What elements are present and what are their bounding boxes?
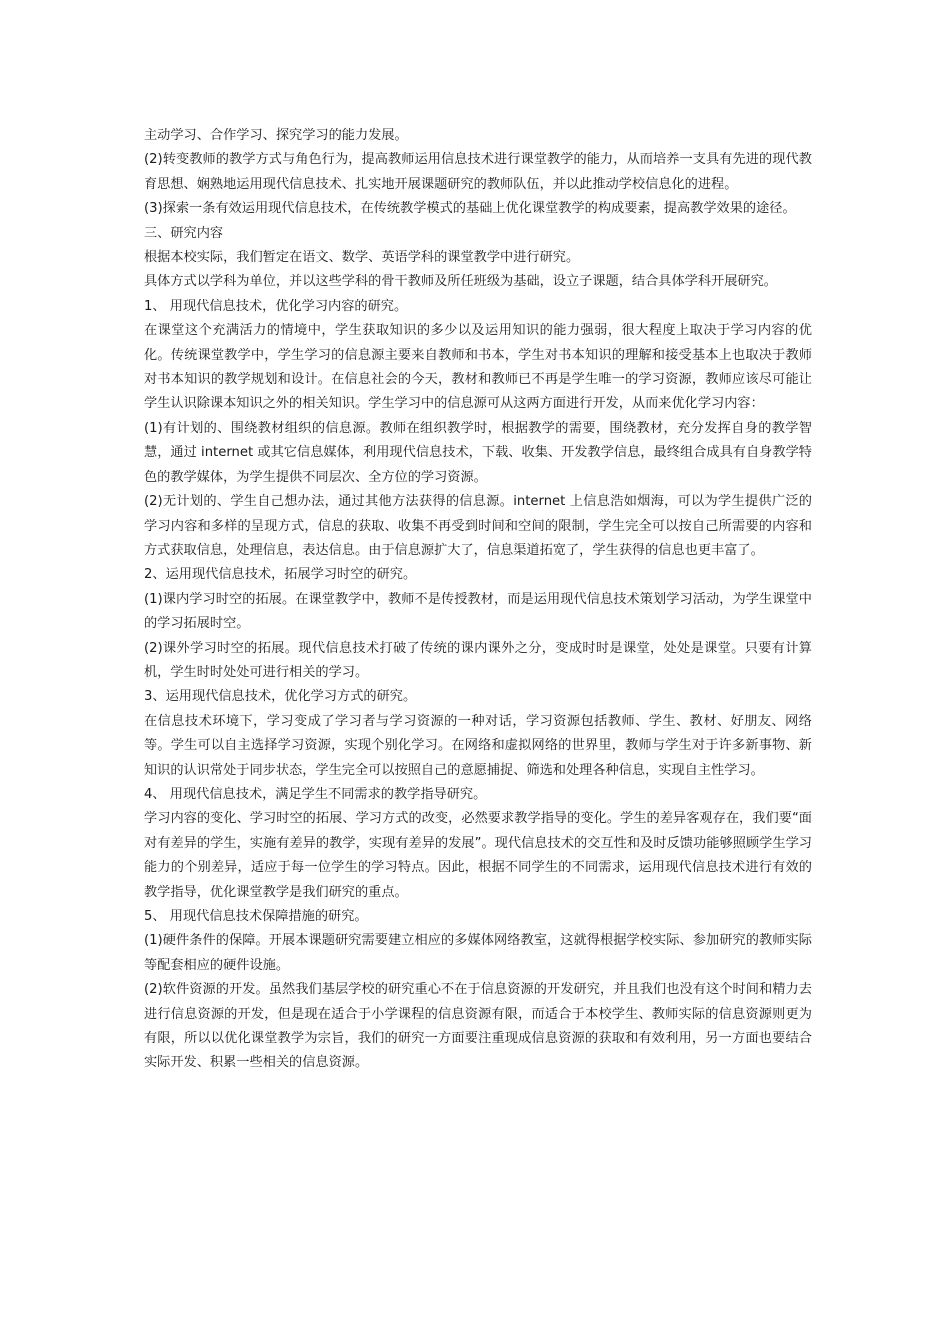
subheading-4: 4、 用现代信息技术，满足学生不同需求的教学指导研究。 [144, 786, 487, 802]
subheading-2: 2、运用现代信息技术，拓展学习时空的研究。 [144, 567, 417, 583]
paragraph-5-item-1: (1)硬件条件的保障。开展本课题研究需要建立相应的多媒体网络教室，这就得根据学校实际、参加研究的教师实际等配套相应的硬件设施。 [144, 933, 812, 973]
subheading-1: 1、 用现代信息技术，优化学习内容的研究。 [144, 298, 408, 314]
paragraph-1-item-2: (2)无计划的、学生自己想办法，通过其他方法获得的信息源。internet 上信息浩如烟海，可以为学生提供广泛的学习内容和多样的呈现方式，信息的获取、收集不再受到时间和空间的限制，学生完全可以按自己所需要的内容和方式获取信息，处理信息，表达信息。由于信息源扩大了，信息渠道拓宽了，学生获得的信息也更丰富了。 [144, 494, 812, 558]
paragraph-5-item-2: (2)软件资源的开发。虽然我们基层学校的研究重心不在于信息资源的开发研究，并且我们也没有这个时间和精力去进行信息资源的开发，但是现在适合于小学课程的信息资源有限，而适合于本校学生、教师实际的信息资源则更为有限，所以以优化课堂教学为宗旨，我们的研究一方面要注重现成信息资源的获取和有效利用，另一方面也要结合实际开发、积累一些相关的信息资源。 [144, 982, 812, 1071]
subheading-5: 5、 用现代信息技术保障措施的研究。 [144, 909, 368, 924]
paragraph-goal-2: (2)转变教师的教学方式与角色行为，提高教师运用信息技术进行课堂教学的能力，从而培养一支具有先进的现代教育思想、娴熟地运用现代信息技术、扎实地开展课题研究的教师队伍，并以此推动学校信息化的进程。 [144, 152, 812, 192]
paragraph-3-body: 在信息技术环境下，学习变成了学习者与学习资源的一种对话，学习资源包括教师、学生、教材、好朋友、网络等。学生可以自主选择学习资源，实现个别化学习。在网络和虚拟网络的世界里，教师与学生对于许多新事物、新知识的认识常处于同步状态，学生完全可以按照自己的意愿捕捉、筛选和处理各种信息，实现自主性学习。 [144, 713, 812, 778]
paragraph-1-body: 在课堂这个充满活力的情境中，学生获取知识的多少以及运用知识的能力强弱，很大程度上取决于学习内容的优化。传统课堂教学中，学生学习的信息源主要来自教师和书本，学生对书本知识的理解和接受基本上也取决于教师对书本知识的教学规划和设计。在信息社会的今天，教材和教师已不再是学生唯一的学习资源，教师应该尽可能让学生认识除课本知识之外的相关知识。学生学习中的信息源可从这两方面进行开发，从而来优化学习内容： [144, 323, 812, 412]
paragraph-2-item-1: (1)课内学习时空的拓展。在课堂教学中，教师不是传授教材，而是运用现代信息技术策划学习活动，为学生课堂中的学习拓展时空。 [144, 591, 812, 632]
paragraph-continuation: 主动学习、合作学习、探究学习的能力发展。 [144, 128, 408, 143]
paragraph-2-item-2: (2)课外学习时空的拓展。现代信息技术打破了传统的课内课外之分，变成时时是课堂，处处是课堂。只要有计算机，学生时时处处可进行相关的学习。 [144, 640, 812, 680]
subheading-3: 3、运用现代信息技术，优化学习方式的研究。 [144, 689, 417, 705]
section-heading-research-content: 三、研究内容 [144, 225, 224, 241]
paragraph-scope: 根据本校实际，我们暂定在语文、数学、英语学科的课堂教学中进行研究。 [144, 250, 580, 266]
paragraph-goal-3: (3)探索一条有效运用现代信息技术，在传统教学模式的基础上优化课堂教学的构成要素，提高教学效果的途径。 [144, 201, 796, 217]
paragraph-method: 具体方式以学科为单位，并以这些学科的骨干教师及所任班级为基础，设立子课题，结合具体学科开展研究。 [144, 274, 777, 290]
paragraph-1-item-1: (1)有计划的、围绕教材组织的信息源。教师在组织教学时，根据教学的需要，围绕教材，充分发挥自身的教学智慧，通过 internet 或其它信息媒体，利用现代信息技术，下载、收集、开发教学信息，最终组合成具有自身教学特色的教学媒体，为学生提供不同层次、全方位的学习资源。 [144, 420, 812, 485]
paragraph-4-body: 学习内容的变化、学习时空的拓展、学习方式的改变，必然要求教学指导的变化。学生的差异客观存在，我们要“面对有差异的学生，实施有差异的教学，实现有差异的发展”。现代信息技术的交互性和及时反馈功能够照顾学生学习能力的个别差异，适应于每一位学生的学习特点。因此，根据不同学生的不同需求，运用现代信息技术进行有效的教学指导，优化课堂教学是我们研究的重点。 [144, 811, 812, 900]
document-body [144, 124, 812, 1076]
